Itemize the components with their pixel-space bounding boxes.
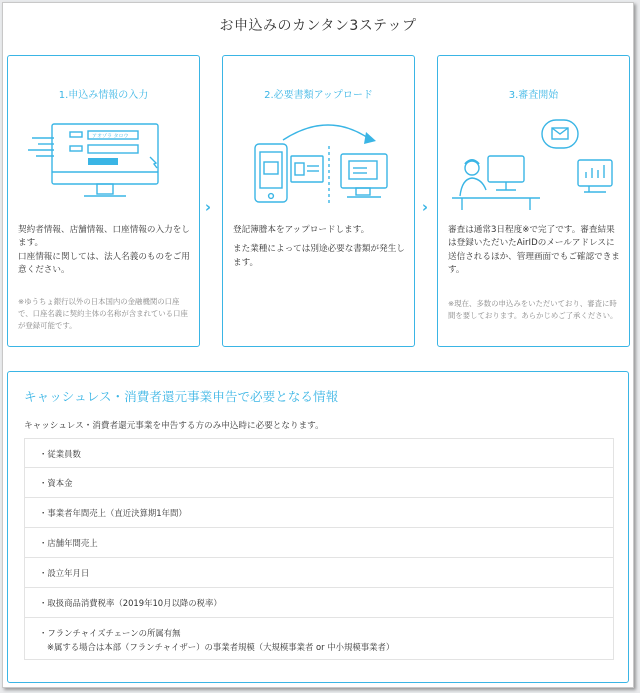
step-3-description: 審査は通常3日程度※で完了です。審査結果は登録いただいたAirIDのメールアドレスに送信されるほか、管理画面でもご確認できます。 [448,225,620,276]
step-card-1 [7,55,200,347]
step-2-title: 2.必要書類アップロード [264,90,373,101]
page-title: お申込みのカンタン3ステップ [219,18,417,34]
chevron-right-icon: › [204,198,212,216]
info-title: キャッシュレス・消費者還元事業申告で必要となる情報 [24,389,339,404]
list-item: ・設立年月日 [24,558,614,588]
list-item [24,618,614,660]
list-item: ・事業者年間売上（直近決算期1年間） [24,498,614,528]
cashless-info-section [7,371,629,683]
list-item-label: ・フランチャイズチェーンの所属有無 [39,628,181,638]
step-card-3 [437,55,630,347]
step-3-note: ※現在、多数の申込みをいただいており、審査に時間を要しております。あらかじめご了承ください。 [448,299,618,320]
illus-name-text: アオゾラ タロウ [92,133,129,140]
list-item: ・資本金 [24,468,614,498]
computer-form-icon [18,116,190,216]
list-item: ・店舗年間売上 [24,528,614,558]
list-item: ・従業員数 [24,438,614,468]
list-item: ・取扱商品消費税率（2019年10月以降の税率） [24,588,614,618]
chart-monitor-icon [578,160,612,186]
step-2-description: 登記簿謄本をアップロードします。 また業種によっては別途必要な書類が発生します。 [233,225,405,268]
step-3-title: 3.審査開始 [508,90,559,101]
step-card-2 [222,55,415,347]
chevron-right-icon: › [421,198,429,216]
info-list [24,438,614,660]
step-1-title: 1.申込み情報の入力 [58,90,149,101]
info-description: キャッシュレス・消費者還元事業を申告する方のみ申込時に必要となります。 [24,421,324,431]
reviewer-desk-icon [448,116,620,216]
phone-upload-icon [233,116,405,216]
step-1-note: ※ゆうちょ銀行以外の日本国内の金融機関の口座で、口座名義に契約主体の名称が含まれている口座が登録可能です。 [18,297,188,330]
list-item-sub: ※属する場合は本部（フランチャイザー）の事業者規模（大規模事業者 or 中小規模事業者） [47,642,395,652]
step-1-description: 契約者情報、店舗情報、口座情報の入力をします。 口座情報に関しては、法人名義のものをご用意ください。 [18,225,190,276]
page-frame [2,2,634,688]
